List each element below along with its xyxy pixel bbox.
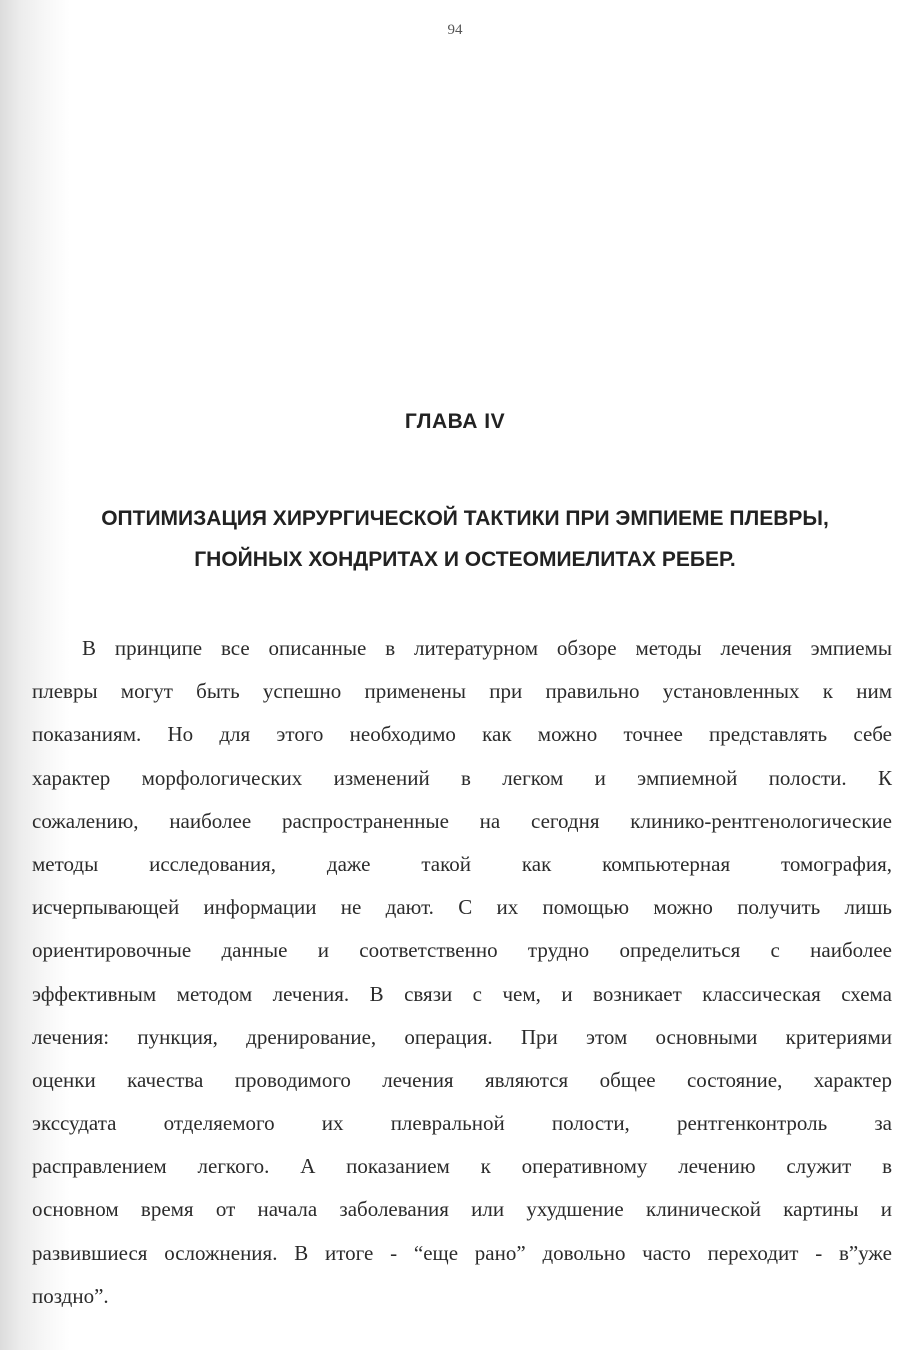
paragraph-line: экссудата отделяемого их плевральной полости, рентгенконтроль за: [32, 1111, 892, 1136]
paragraph-line: поздно”.: [32, 1283, 109, 1308]
chapter-title: [30, 498, 900, 580]
paragraph-line: развившиеся осложнения. В итоге - “еще рано” довольно часто переходит - в”уже: [32, 1240, 892, 1265]
paragraph-line: методы исследования, даже такой как компьютерная томография,: [32, 851, 892, 876]
paragraph-line: сожалению, наиболее распространенные на сегодня клинико-рентгенологические: [32, 808, 892, 833]
paragraph-line: исчерпывающей информации не дают. С их помощью можно получить лишь: [32, 895, 892, 920]
chapter-label: ГЛАВА IV: [404, 410, 506, 433]
page-number: 94: [447, 22, 463, 38]
paragraph-line: В принципе все описанные в литературном обзоре методы лечения эмпиемы: [82, 636, 892, 660]
chapter-title-line: ГНОЙНЫХ ХОНДРИТАХ И ОСТЕОМИЕЛИТАХ РЕБЕР.: [194, 548, 736, 571]
paragraph-line: расправлением легкого. А показанием к оперативному лечению служит в: [32, 1154, 892, 1179]
paragraph-line: лечения: пункция, дренирование, операция. При этом основными критериями: [32, 1024, 892, 1049]
paragraph-line: характер морфологических изменений в легком и эмпиемной полости. К: [32, 765, 892, 790]
chapter-title-line: ОПТИМИЗАЦИЯ ХИРУРГИЧЕСКОЙ ТАКТИКИ ПРИ ЭМПИЕМЕ ПЛЕВРЫ,: [101, 507, 829, 530]
paragraph-line: показаниям. Но для этого необходимо как можно точнее представлять себе: [32, 722, 892, 747]
paragraph-line: оценки качества проводимого лечения являются общее состояние, характер: [32, 1067, 892, 1092]
paragraph-line: ориентировочные данные и соответственно трудно определиться с наиболее: [32, 938, 892, 963]
body-paragraph: [32, 627, 892, 1318]
paragraph-line: эффективным методом лечения. В связи с чем, и возникает классическая схема: [32, 981, 892, 1006]
paragraph-line: плевры могут быть успешно применены при правильно установленных к ним: [32, 679, 892, 704]
paragraph-line: основном время от начала заболевания или ухудшение клинической картины и: [32, 1197, 892, 1222]
